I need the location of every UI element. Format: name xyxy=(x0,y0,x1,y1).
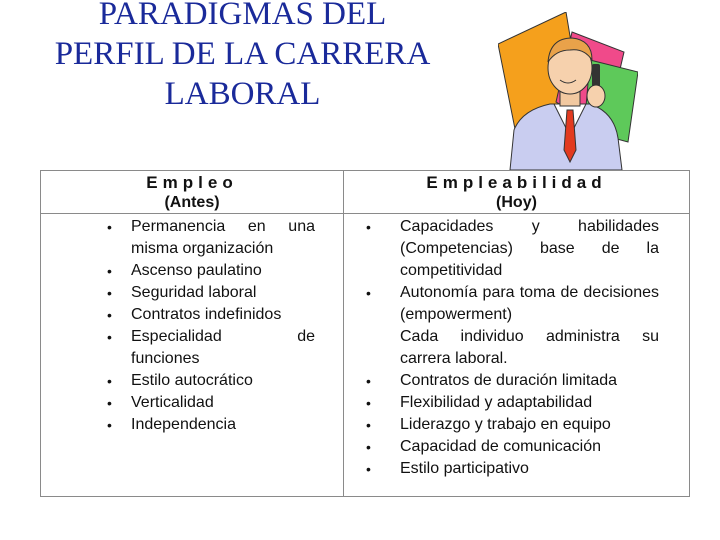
antes-item xyxy=(41,304,343,326)
bullet-icon: • xyxy=(366,461,371,477)
list-item-text: Contratos indefinidos xyxy=(131,306,282,323)
antes-item xyxy=(41,414,343,436)
bullet-icon: • xyxy=(107,307,112,323)
bullet-icon: • xyxy=(107,285,112,301)
hoy-item xyxy=(344,326,689,370)
paradigms-table xyxy=(40,170,690,497)
header-empleo xyxy=(41,171,344,214)
antes-item xyxy=(41,282,343,304)
hoy-column xyxy=(344,214,690,497)
bullet-icon: • xyxy=(107,373,112,389)
hoy-item xyxy=(344,392,689,414)
bullet-icon: • xyxy=(107,417,112,433)
bullet-icon: • xyxy=(107,329,112,345)
header-word: Empleabilidad xyxy=(426,173,607,192)
list-item-text: Capacidad de comunicación xyxy=(400,438,602,455)
list-item-text: Ascenso paulatino xyxy=(131,262,262,279)
hoy-item xyxy=(344,436,689,458)
list-item-text: Cada individuo administra su carrera laboral. xyxy=(400,328,659,367)
table-header-row xyxy=(41,171,690,214)
bullet-icon: • xyxy=(366,417,371,433)
title-line: PERFIL DE LA CARRERA xyxy=(54,36,431,72)
bullet-icon: • xyxy=(366,395,371,411)
list-item-text: Liderazgo y trabajo en equipo xyxy=(400,416,611,433)
hoy-item xyxy=(344,414,689,436)
antes-item xyxy=(41,392,343,414)
header-empleabilidad xyxy=(344,171,690,214)
table-body-row xyxy=(41,214,690,497)
list-item-text: Capacidades y habilidades (Competencias) base de la competitividad xyxy=(400,218,659,279)
bullet-icon: • xyxy=(366,373,371,389)
antes-item xyxy=(41,326,343,370)
antes-item xyxy=(41,216,343,260)
list-item-text: Flexibilidad y adaptabilidad xyxy=(400,394,593,411)
list-item-text: Estilo autocrático xyxy=(131,372,253,389)
antes-column xyxy=(41,214,344,497)
bullet-icon: • xyxy=(107,219,112,235)
hoy-item xyxy=(344,370,689,392)
list-item-text: Estilo participativo xyxy=(400,460,529,477)
list-item-text: Especialidad de funciones xyxy=(131,328,315,367)
list-item-text: Contratos de duración limitada xyxy=(400,372,618,389)
bullet-icon: • xyxy=(107,263,112,279)
bullet-icon: • xyxy=(107,395,112,411)
page-title xyxy=(20,0,465,114)
title-line: LABORAL xyxy=(164,76,321,112)
bullet-icon: • xyxy=(366,219,371,235)
header-word: Empleo xyxy=(146,173,238,192)
header-sub: (Antes) xyxy=(164,194,220,211)
bullet-icon: • xyxy=(366,285,371,301)
bullet-icon: • xyxy=(366,439,371,455)
list-item-text: Verticalidad xyxy=(131,394,214,411)
antes-list xyxy=(41,214,343,436)
list-item-text: Autonomía para toma de decisiones (empowerment) xyxy=(400,284,659,323)
hoy-list xyxy=(344,214,689,480)
list-item-text: Independencia xyxy=(131,416,236,433)
hoy-item xyxy=(344,282,689,326)
list-item-text: Permanencia en una misma organización xyxy=(131,218,315,257)
antes-item xyxy=(41,260,343,282)
list-item-text: Seguridad laboral xyxy=(131,284,257,301)
hoy-item xyxy=(344,216,689,282)
header-sub: (Hoy) xyxy=(496,194,537,211)
businessman-phone-icon xyxy=(498,12,638,170)
hoy-item xyxy=(344,458,689,480)
antes-item xyxy=(41,370,343,392)
title-line: PARADIGMAS DEL xyxy=(98,0,387,32)
